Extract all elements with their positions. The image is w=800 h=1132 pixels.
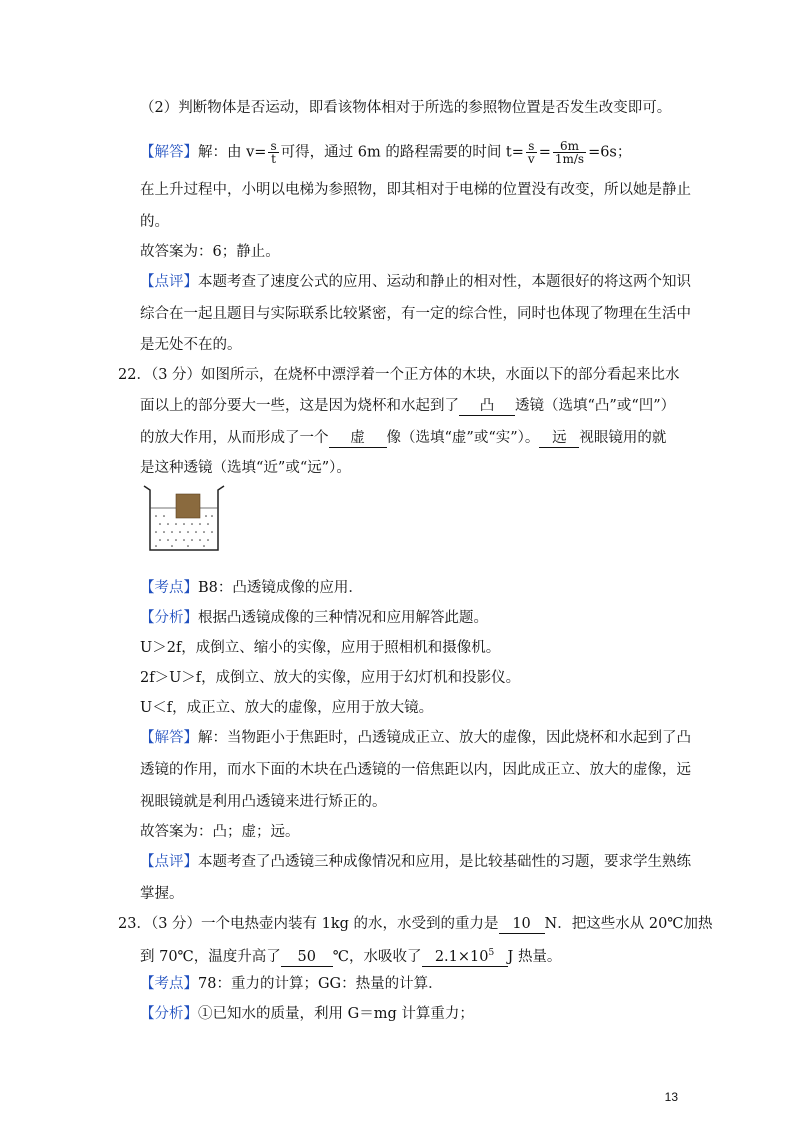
- q22-stem-line2: [140, 396, 675, 416]
- blank-answer-2: 虚: [329, 429, 387, 448]
- denominator: 1m/s: [554, 152, 585, 166]
- q21-final-answer: 故答案为：6；静止。: [140, 244, 280, 260]
- numerator: s: [526, 140, 537, 153]
- review-text: 本题考查了速度公式的应用、运动和静止的相对性，本题很好的将这两个知识: [198, 274, 691, 290]
- analysis-text: ①已知水的质量，利用 G＝mg 计算重力；: [198, 1006, 474, 1022]
- kp-text: B8：凸透镜成像的应用．: [198, 580, 363, 596]
- q21-review-line3: 是无处不在的。: [140, 337, 242, 353]
- stem-text: 的放大作用，从而形成了一个: [140, 430, 329, 446]
- analysis-text: 根据凸透镜成像的三种情况和应用解答此题。: [198, 610, 488, 626]
- page-number: 13: [664, 1090, 678, 1104]
- q22-case-1: U＞2f，成倒立、缩小的实像，应用于照相机和摄像机。: [140, 640, 501, 656]
- stem-text: 到 70℃，温度升高了: [140, 948, 281, 965]
- q22-review-line2: 掌握。: [140, 886, 184, 902]
- stem-text: 透镜（选填“凸”或“凹”）: [515, 398, 676, 414]
- blank-answer-1: 凸: [459, 397, 515, 416]
- solution-tag: 【解答】: [140, 730, 198, 746]
- q23-analysis: [140, 1004, 474, 1024]
- analysis-point-2: （2）判断物体是否运动，即看该物体相对于所选的参照物位置是否发生改变即可。: [140, 100, 672, 116]
- fraction-6m-over-1ms: [553, 140, 586, 165]
- review-tag: 【点评】: [140, 274, 198, 290]
- review-text: 本题考查了凸透镜三种成像情况和应用，是比较基础性的习题，要求学生熟练: [198, 854, 691, 870]
- answer-text: =6s；: [588, 144, 632, 161]
- q23-knowledge-point: [140, 974, 443, 994]
- answer-text: 可得，通过 6m 的路程需要的时间 t=: [280, 144, 524, 161]
- answer-tag: 【解答】: [140, 144, 198, 161]
- equals-sign: =: [538, 144, 551, 161]
- numerator: s: [270, 139, 277, 153]
- stem-text: J 热量。: [507, 948, 562, 965]
- answer-text: 解：由 v=: [198, 144, 267, 161]
- fraction-s-over-v: [526, 140, 537, 165]
- q21-answer-line3: 的。: [140, 214, 169, 230]
- q22-knowledge-point: [140, 578, 363, 598]
- denominator: v: [527, 152, 535, 166]
- q21-review-line2: 综合在一起且题目与实际联系比较紧密，有一定的综合性，同时也体现了物理在生活中: [140, 306, 691, 322]
- q23-stem-line1: [118, 914, 713, 934]
- blank-answer-2: 50: [281, 948, 333, 967]
- blank-answer-1: 10: [499, 915, 545, 934]
- solution-text: 解：当物距小于焦距时，凸透镜成正立、放大的虚像，因此烧杯和水起到了凸: [198, 730, 691, 746]
- kp-tag: 【考点】: [140, 976, 198, 992]
- analysis-tag: 【分析】: [140, 610, 198, 626]
- blank-answer-3: [422, 944, 508, 967]
- q21-review: [140, 272, 691, 292]
- q22-solution-line3: 视眼镜就是利用凸透镜来进行矫正的。: [140, 794, 387, 810]
- denominator: t: [271, 152, 276, 166]
- review-tag: 【点评】: [140, 854, 198, 870]
- stem-text: 面以上的部分要大一些，这是因为烧杯和水起到了: [140, 398, 459, 414]
- analysis-tag: 【分析】: [140, 1006, 198, 1022]
- kp-tag: 【考点】: [140, 580, 198, 596]
- water-dots: [155, 515, 213, 547]
- q21-answer-line2: 在上升过程中，小明以电梯为参照物，即其相对于电梯的位置没有改变，所以她是静止: [140, 182, 691, 198]
- blank-answer-3: 远: [539, 429, 579, 448]
- q22-final-answer: 故答案为：凸；虚；远。: [140, 824, 300, 840]
- kp-text: 78：重力的计算；GG：热量的计算．: [198, 976, 443, 992]
- stem-text: 像（选填“虚”或“实”）。: [386, 430, 540, 446]
- stem-text: N．把这些水从 20℃加热: [544, 916, 713, 932]
- q22-stem-line3: [140, 428, 666, 448]
- beaker-figure: [142, 482, 226, 554]
- q22-stem-line4: 是这种透镜（选填“近”或“远”）。: [140, 460, 351, 476]
- answer-exponent: 5: [488, 948, 495, 958]
- q22-stem-line1: 22．（3 分）如图所示，在烧杯中漂浮着一个正方体的木块，水面以下的部分看起来比水: [118, 367, 680, 383]
- stem-text: 视眼镜用的就: [579, 430, 667, 446]
- q22-case-2: 2f＞U＞f，成倒立、放大的实像，应用于幻灯机和投影仪。: [140, 670, 521, 686]
- q22-review: [140, 852, 691, 872]
- wood-block: [176, 494, 200, 518]
- answer-base: 2.1×10: [434, 948, 489, 965]
- fraction-s-over-t: [268, 140, 278, 165]
- q22-solution: [140, 728, 691, 748]
- q22-analysis: [140, 608, 488, 628]
- stem-text: 23．（3 分）一个电热壶内装有 1kg 的水，水受到的重力是: [118, 916, 499, 932]
- q21-answer: [140, 140, 631, 165]
- q23-stem-line2: [140, 944, 561, 967]
- numerator: 6m: [553, 140, 586, 153]
- stem-text: ℃，水吸收了: [332, 948, 422, 965]
- q22-solution-line2: 透镜的作用，而水下面的木块在凸透镜的一倍焦距以内，因此成正立、放大的虚像，远: [140, 762, 691, 778]
- q22-case-3: U＜f，成正立、放大的虚像，应用于放大镜。: [140, 700, 434, 716]
